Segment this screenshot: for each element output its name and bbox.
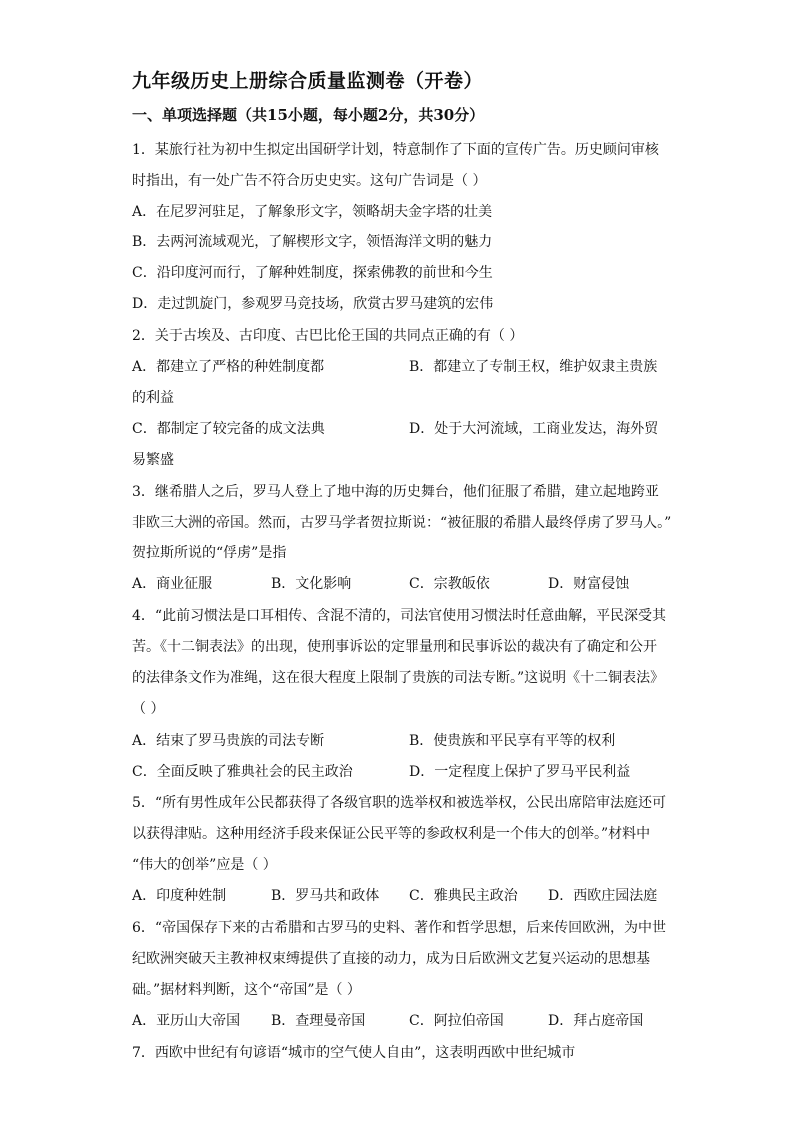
question-6-stem-line-3: 础。”据材料判断，这个“帝国”是（ ） bbox=[132, 982, 361, 998]
question-3-stem-line-1: 3．继希腊人之后，罗马人登上了地中海的历史舞台，他们征服了希腊，建立起地跨亚 bbox=[132, 484, 659, 500]
question-4-stem-line-3: 的法律条文作为准绳，这在很大程度上限制了贵族的司法专断。”这说明《十二铜表法》 bbox=[132, 670, 665, 686]
page-title: 九年级历史上册综合质量监测卷（开卷） bbox=[132, 70, 484, 92]
question-2-option-d: D．处于大河流域，工商业发达，海外贸 bbox=[409, 421, 659, 437]
question-5-option-d: D．西欧庄园法庭 bbox=[548, 888, 658, 904]
section-heading: 一、单项选择题（共15小题，每小题2分，共30分） bbox=[132, 106, 485, 124]
question-5-stem-line-2: 以获得津贴。这种用经济手段来保证公民平等的参政权利是一个伟大的创举。”材料中 bbox=[132, 826, 651, 842]
question-5-stem-line-3: “伟大的创举”应是（ ） bbox=[132, 857, 277, 873]
question-2-option-b: B．都建立了专制王权，维护奴隶主贵族 bbox=[409, 359, 658, 375]
question-6-stem-line-1: 6．“帝国保存下来的古希腊和古罗马的史料、著作和哲学思想，后来传回欧洲，为中世 bbox=[132, 920, 667, 936]
question-3-option-b: B．文化影响 bbox=[271, 576, 352, 592]
question-1-option-a: A．在尼罗河驻足，了解象形文字，领略胡夫金字塔的壮美 bbox=[132, 204, 493, 220]
question-3-stem-line-3: 贺拉斯所说的“俘虏”是指 bbox=[132, 545, 287, 561]
question-1-stem-line-2: 时指出，有一处广告不符合历史史实。这句广告词是（ ） bbox=[132, 173, 487, 189]
question-2-stem: 2．关于古埃及、古印度、古巴比伦王国的共同点正确的有（ ） bbox=[132, 328, 524, 344]
question-3-option-a: A．商业征服 bbox=[132, 576, 213, 592]
question-5-option-a: A．印度种姓制 bbox=[132, 888, 227, 904]
question-2-option-c: C．都制定了较完备的成文法典 bbox=[132, 421, 325, 437]
question-6-option-d: D．拜占庭帝国 bbox=[548, 1013, 644, 1029]
question-2-option-b-continued: 的利益 bbox=[132, 390, 174, 406]
question-4-option-b: B．使贵族和平民享有平等的权利 bbox=[409, 733, 616, 749]
question-4-option-a: A．结束了罗马贵族的司法专断 bbox=[132, 733, 325, 749]
question-3-option-c: C．宗教皈依 bbox=[409, 576, 490, 592]
question-4-stem-line-4: （ ） bbox=[132, 701, 165, 717]
question-4-option-c: C．全面反映了雅典社会的民主政治 bbox=[132, 764, 353, 780]
question-3-option-d: D．财富侵蚀 bbox=[548, 576, 630, 592]
question-1-option-c: C．沿印度河而行，了解种姓制度，探索佛教的前世和今生 bbox=[132, 265, 493, 281]
question-1-stem-line-1: 1．某旅行社为初中生拟定出国研学计划，特意制作了下面的宣传广告。历史顾问审核 bbox=[132, 142, 659, 158]
question-3-stem-line-2: 非欧三大洲的帝国。然而，古罗马学者贺拉斯说：“被征服的希腊人最终俘虏了罗马人。” bbox=[132, 515, 672, 531]
question-5-stem-line-1: 5．“所有男性成年公民都获得了各级官职的选举权和被选举权，公民出席陪审法庭还可 bbox=[132, 795, 667, 811]
question-5-option-b: B．罗马共和政体 bbox=[271, 888, 380, 904]
question-6-option-c: C．阿拉伯帝国 bbox=[409, 1013, 504, 1029]
question-2-option-d-continued: 易繁盛 bbox=[132, 452, 174, 468]
question-7-stem: 7．西欧中世纪有句谚语“城市的空气使人自由”，这表明西欧中世纪城市 bbox=[132, 1045, 576, 1061]
question-4-stem-line-2: 苦。《十二铜表法》的出现，使刑事诉讼的定罪量刑和民事诉讼的裁决有了确定和公开 bbox=[132, 639, 657, 655]
question-2-option-a: A．都建立了严格的种姓制度都 bbox=[132, 359, 325, 375]
question-1-option-d: D．走过凯旋门，参观罗马竞技场，欣赏古罗马建筑的宏伟 bbox=[132, 296, 494, 312]
question-4-option-d: D．一定程度上保护了罗马平民利益 bbox=[409, 764, 631, 780]
question-5-option-c: C．雅典民主政治 bbox=[409, 888, 518, 904]
question-1-option-b: B．去两河流域观光，了解楔形文字，领悟海洋文明的魅力 bbox=[132, 234, 493, 250]
question-6-option-b: B．查理曼帝国 bbox=[271, 1013, 366, 1029]
question-4-stem-line-1: 4．“此前习惯法是口耳相传、含混不清的，司法官使用习惯法时任意曲解，平民深受其 bbox=[132, 608, 667, 624]
question-6-stem-line-2: 纪欧洲突破天主教神权束缚提供了直接的动力，成为日后欧洲文艺复兴运动的思想基 bbox=[132, 951, 650, 967]
question-6-option-a: A．亚历山大帝国 bbox=[132, 1013, 241, 1029]
